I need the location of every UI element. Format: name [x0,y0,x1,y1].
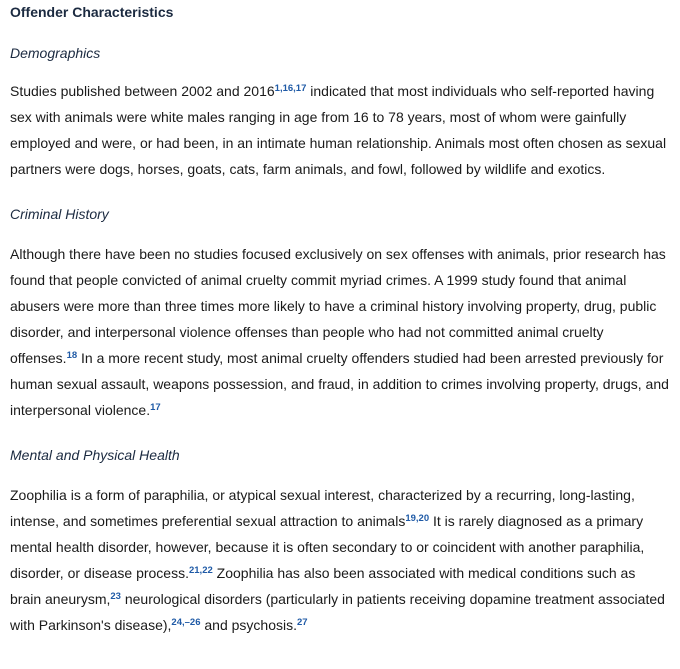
citation-link[interactable]: 27 [296,617,308,628]
subsection-heading: Criminal History [10,206,109,222]
citation-link[interactable]: 1,16,17 [274,83,307,94]
article [0,4,680,638]
citation-link[interactable]: 17 [150,402,161,413]
text-run: indicated that most individuals who self-reported having sex with animals were white males ranging in age from 16 to 78 years, most of whom were gainfully employed and were, or had been, in an intimate human relationship. Animals most often chosen as sexual partners were dogs, horses, goats, cats, farm animals, and fowl, followed by wildlife and exotics. [10,83,667,177]
paragraph [10,78,670,182]
text-run: It is rarely diagnosed as a primary mental health disorder, however, because it is often secondary to or coincident with another paraphilia, disorder, or disease process. [10,513,645,581]
subsection-heading: Mental and Physical Health [10,447,180,463]
sections-container [10,45,670,638]
text-run: Zoophilia is a form of paraphilia, or atypical sexual interest, characterized by a recurring, long-lasting, intense, and sometimes preferential sexual attraction to animals [10,487,635,529]
section-demographics [10,45,670,182]
citation-link[interactable]: 18 [66,350,78,361]
text-run: Zoophilia has also been associated with medical conditions such as brain aneurysm, [10,565,636,607]
citation-link[interactable]: 21,22 [188,565,213,576]
citation-link[interactable]: 19,20 [405,513,430,524]
text-run: and psychosis. [200,617,297,633]
section-title: Offender Characteristics [10,4,174,20]
subsection-heading: Demographics [10,45,101,61]
citation-link[interactable]: 24,–26 [171,617,201,628]
section-mental-and-physical-health [10,447,670,638]
citation-link[interactable]: 23 [110,591,121,602]
text-run: Studies published between 2002 and 2016 [10,83,275,99]
paragraph [10,241,670,423]
text-run: Although there have been no studies focused exclusively on sex offenses with animals, prior research has found that people convicted of animal cruelty commit myriad crimes. A 1999 study found that animal abusers were more than three times more likely to have a criminal history involving property, drug, public disorder, and interpersonal violence offenses than people who had not committed animal cruelty offenses. [10,246,666,366]
paragraph [10,482,670,638]
text-run: In a more recent study, most animal cruelty offenders studied had been arrested previously for human sexual assault, weapons possession, and fraud, in addition to crimes involving property, drugs, and interpersonal violence. [10,350,669,418]
section-criminal-history [10,206,670,423]
text-run: neurological disorders (particularly in patients receiving dopamine treatment associated with Parkinson's disease), [10,591,665,633]
